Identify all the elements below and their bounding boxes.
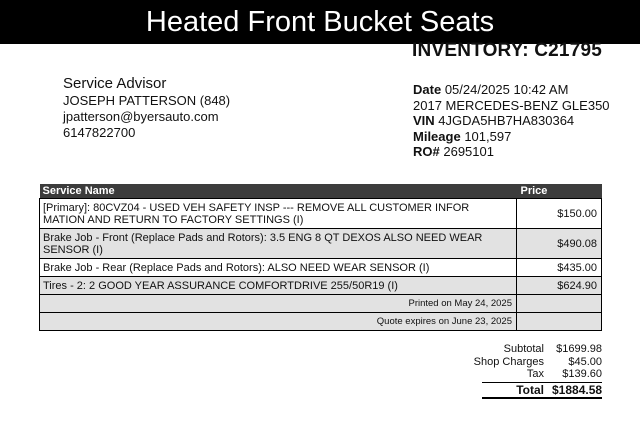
mileage-value: 101,597 — [464, 128, 512, 144]
mileage-label: Mileage — [413, 128, 461, 144]
ro-label: RO# — [413, 144, 440, 159]
vehicle-info-block — [413, 82, 610, 160]
vin-line — [413, 113, 610, 129]
printed-date: Printed on May 24, 2025 — [40, 295, 517, 313]
total-label: Total — [516, 382, 544, 397]
service-name-cell: [Primary]: 80CVZ04 - USED VEH SAFETY INSP --- REMOVE ALL CUSTOMER INFOR MATION AND RETURN TO FACTORY SETTINGS (I) — [40, 199, 517, 229]
totals-block — [474, 343, 602, 399]
printed-row — [40, 295, 602, 313]
vehicle-description: 2017 MERCEDES-BENZ GLE350 — [413, 97, 610, 113]
subtotal-line — [474, 343, 602, 356]
service-name-cell: Brake Job - Front (Replace Pads and Rotors): 3.5 ENG 8 QT DEXOS ALSO NEED WEAR SENSOR (I) — [40, 229, 517, 259]
mileage-line — [413, 129, 610, 145]
total-value: $1884.58 — [552, 382, 603, 397]
date-value: 05/24/2025 10:42 AM — [444, 82, 569, 97]
tax-value: $139.60 — [562, 368, 602, 380]
table-header-row — [40, 184, 602, 199]
price-header: Price — [517, 184, 602, 199]
table-row — [40, 277, 602, 295]
total-underline — [482, 397, 602, 399]
service-table — [39, 184, 602, 331]
vin-label: VIN — [413, 113, 435, 128]
table-row — [40, 259, 602, 277]
service-advisor-block — [63, 76, 230, 141]
tax-line — [474, 368, 602, 381]
advisor-name: JOSEPH PATTERSON (848) — [63, 93, 231, 108]
expires-blank-cell — [517, 313, 602, 331]
price-cell: $150.00 — [517, 199, 602, 229]
price-cell: $490.08 — [517, 229, 602, 259]
banner-title: Heated Front Bucket Seats — [0, 0, 640, 44]
service-name-cell: Tires - 2: 2 GOOD YEAR ASSURANCE COMFORTDRIVE 255/50R19 (I) — [40, 277, 517, 295]
vin-value: 4JGDA5HB7HA830364 — [438, 113, 575, 128]
advisor-heading: Service Advisor — [63, 75, 167, 92]
service-name-header: Service Name — [40, 184, 517, 199]
shop-charges-value: $45.00 — [568, 355, 602, 368]
date-label: Date — [413, 82, 442, 97]
printed-blank-cell — [517, 295, 602, 313]
price-cell: $435.00 — [517, 259, 602, 277]
price-cell: $624.90 — [517, 277, 602, 295]
service-name-cell: Brake Job - Rear (Replace Pads and Rotors): ALSO NEED WEAR SENSOR (I) — [40, 259, 517, 277]
tax-label: Tax — [526, 368, 544, 380]
subtotal-value: $1699.98 — [556, 343, 602, 355]
expires-row — [40, 313, 602, 331]
subtotal-label: Subtotal — [503, 343, 544, 355]
quote-expiry: Quote expires on June 23, 2025 — [40, 313, 517, 331]
table-row — [40, 229, 602, 259]
table-row — [40, 199, 602, 229]
inventory-number: INVENTORY: C21795 — [412, 40, 602, 61]
ro-line — [413, 144, 610, 160]
advisor-email: jpatterson@byersauto.com — [63, 109, 219, 124]
date-line — [413, 82, 610, 98]
ro-value: 2695101 — [443, 144, 494, 159]
advisor-phone: 6147822700 — [63, 125, 136, 140]
shop-charges-line — [474, 356, 602, 369]
shop-charges-label: Shop Charges — [473, 355, 544, 368]
total-line — [474, 384, 602, 397]
